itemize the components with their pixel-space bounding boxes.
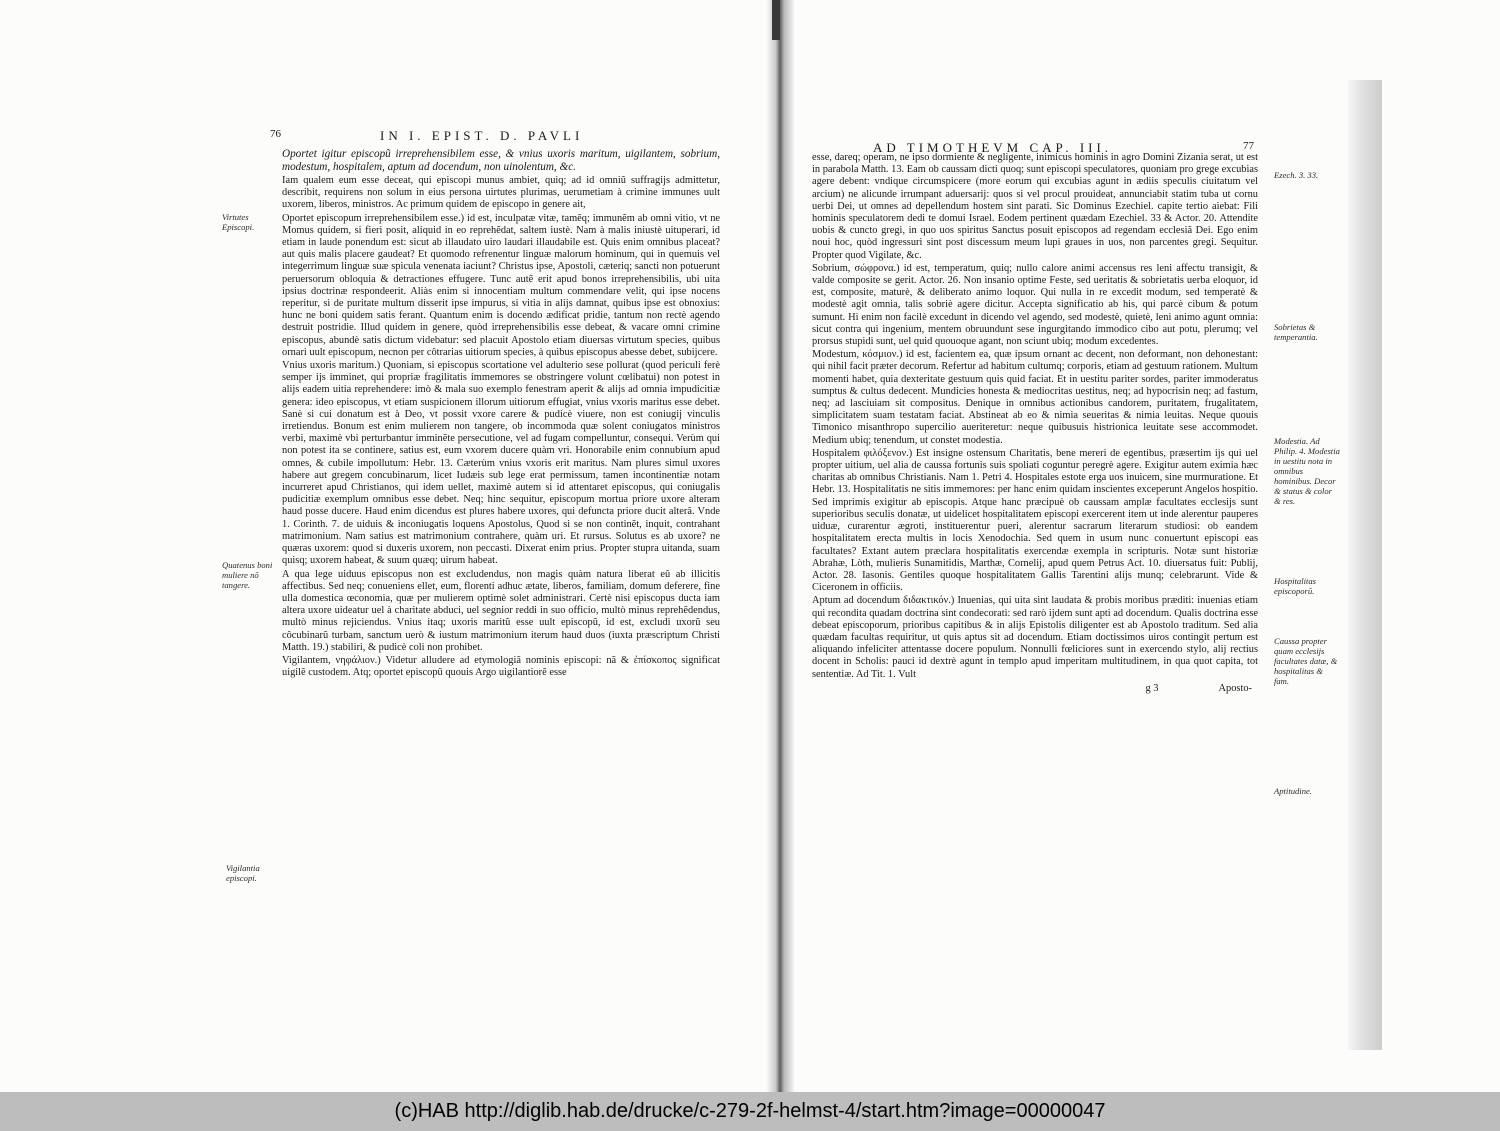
paragraph: Iam qualem eum esse deceat, qui episcopi munus ambiet, quiq; ad id omniũ suffragijs admittetur, describit, requirens non solum in eius persona uirtutes plurimas, uerumetiam à crimine immunes uult uxorem, liberos, ministros. Ac primum quidem de episcopo in genere ait, <box>282 175 720 211</box>
margin-note: Sobrietas & temperantia. <box>1274 322 1318 342</box>
margin-note: Ezech. 3. 33. <box>1274 170 1319 180</box>
paragraph: Vigilantem, νηφάλιον.) Videtur alludere ad etymologiã nominis episcopi: nã & ἐπίσκοπος significat uigilẽ custodem. Atq; oportet episcopũ quouis Argo uigilantiorẽ esse <box>282 654 720 679</box>
lemma-verse: Oportet igitur episcopũ irreprehensibilem esse, & vnius uxoris maritum, uigilantem, sobrium, modestum, hospitalem, aptum ad docendum, non uinolentum, &c. <box>282 148 720 173</box>
paragraph: Aptum ad docendum διδακτικόν.) Inuenias, qui uita sint laudata & probis moribus præditi: inuenias etiam qui recondita quadam doctrina sint condecorati: sed rarò ijdem sunt apti ad docendum. Qualis doctrina esse debeat episcoporum, prioribus capitibus & in alijs Epistolis diligenter est ab Apostolo traditum. Sed alia quædam facultas requiritur, ut quis aptus sit ad docendum. Etiam doctissimos uiros contingit pertum est aliquando infeliciter attentasse docere populum. Nonnulli fœliciores sunt in exercendo stylo, alij rectius docent in Scholis: pauci id dextrè agunt in templo apud imperitam multitudinem, in qua quot capita, tot sententiæ. Ad Tit. 1. Vult <box>812 595 1258 680</box>
paragraph: Sobrium, σώφρονα.) id est, temperatum, quiq; nullo calore animi accensus res leni affectu transigit, & valde composite se gerit. Actor. 26. Non insanio optime Feste, sed ueritatis & sobrietatis uerba eloquor, id est, composite, maturè, & deliberato animo loquor. Qui nulla in re excedit modum, sed temperatè & modestè agit omnia, talis sobriè agere dicitur. Accepta significatio ab his, qui parcè cibum & potum sumunt. Hi enim non facilè excedunt in dicendo vel agendo, sed modestè, quietè, leni animo agunt omnia: sicut contra qui ingenium, mentem obruundunt sese ingurgitando immodico cibo aut potu, plerumq; vel prorsus stupidi sunt, uel quid quouoque agant, non sciunt ubiq; modum excedentes. <box>812 262 1258 348</box>
source-url-text: (c)HAB http://diglib.hab.de/drucke/c-279-2f-helmst-4/start.htm?image=00000047 <box>394 1100 1106 1122</box>
page-number-left: 76 <box>270 128 281 140</box>
paragraph: Oportet episcopum irreprehensibilem esse.) id est, inculpatæ vitæ, tamẽq; immunẽm ab omni vitio, vt ne Momus quidem, si fieri posit, aliquid in eo reprehẽdat, saltem iustè. Nam à malis iniustè uituperari, id etiam in laude ponendum est: sicut ab illaudato uiro laudari illaudabile est. Quis enim omnibus placeat? aut quis malis placere gaudeat? Et quomodo refrenentur linguæ malorum hominum, qui in quemuis vel integerrimum linguæ suæ spicula venenata iaciunt? Christus ipse, Apostoli, cæteriq; sancti non potuerunt peruersorum obloquia & detractiones effugere. Tunc autẽ erit apud bonos irreprehensibilis, ubi uita ipsius doctrinæ respondeerit. Aliàs enim si innocentiam multum commendare velit, qui ipse nocens reperitur, si de puritate multum disserit ipse impurus, si vitia in alijs damnat, quibus ipse est obnoxius: hunc ne boni quidem satis ferant. Quantum enim is docendo ædificat pridie, tantum non rectè agendo destruit postridie. Illud quidem in genere, quòd irreprehensibilis esse debeat, & vacare omni crimine episcopus, abundè satis dictum videbatur: sed placuit Apostolo etiam diuersas virtutum species, quibus ornari uult episcopum, necnon per côtrarias uitiorum species, à quibus episcopus abesse debet, subijcere. <box>282 212 720 358</box>
margin-note: Caussa propter quam ecclesijs facultates datæ, & hospitalitas & fam. <box>1274 636 1338 686</box>
margin-note: Quatenus boni muliere nõ tangere. <box>222 560 273 590</box>
right-page <box>808 140 1343 950</box>
paragraph: A qua lege uiduus episcopus non est excludendus, non magis quàm natura liberat eũ ab illicitis affectibus. Sed neq; conueniens ellet, eum, florenti adhuc ætate, liberos, familiam, domum deferere, fine ulla domestica œconomia, quæ per mulierem optimè solet administrari. Certè nisi episcopus ducta iam altera uxore uideatur uel à charitate abduci, uel segnior reddi in suo officio, multò minus reprehẽdendus, multò minus rejiciendus. Vnius itaq; uxoris maritũ esse uult episcopũ, id est, excludi uxorũ seu côcubinarũ turbam, sanctum uerò & iustum matrimonium iterum haud duos (iuxta præscriptum Christi Matth. 19.) stabiliri, & pudicè coli non prohibet. <box>282 568 720 653</box>
paragraph: Modestum, κόσμιον.) id est, facientem ea, quæ ipsum ornant ac decent, non deformant, non dehonestant: qui nihil facit præter decorum. Refertur ad habitum cultumq; corporis, etiam ad gestuum rationem. Multum momenti habet, quia dexteritate gestuum quis quid faciat. Et in uestitu pariter sordes, pariter immoderatus sumptus & cultus dedecent. Mundicies honesta & mediocritas uestitus, neq; ad hypocrisin neq; ad fastum, neq; ad lasciuiam sit compositus. Denique in omnibus actionibus candorem, puritatem, frugalitatem, simplicitatem suam testatam faciat. Abstineat ab eo & nimia seueritas & nimia leuitas. Neque quouis Timonico misanthropo supercilio aueriteretur: neque quibusuis histrionica leuitate sese accommodet. Medium ubiq; tenendum, ut constet modestia. <box>812 349 1258 446</box>
signature-mark: g 3 <box>1145 682 1159 694</box>
margin-note: Aptitudine. <box>1274 786 1312 796</box>
right-text-column <box>812 152 1258 695</box>
page-foot <box>812 683 1258 695</box>
gutter-binding-mark <box>772 0 780 40</box>
page-edge-shadow <box>1348 80 1382 1050</box>
paragraph: Vnius uxoris maritum.) Quoniam, si episcopus scortatione vel adulterio sese pollurat (quod periculi ferè semper ijs imminet, qui propriæ fragilitatis immemores se obstringere volunt cœlibatui) non potest in alijs eadem uitia reprehendere: imò & mala suo exemplo fenestram aperit & alijs ad omnia impudicitiæ genera: ideo episcopus, vt etiam suspicionem illorum uitiorum effugiat, vnius vxoris maritus esse debet. Sanè si cui donatum est à Deo, vt possit vxore carere & pudicè viuere, non est coniugij vinculis irretiendus. Bonum est enim mulierem non tangere, ob incommoda quæ solent coniugatos ministros verbi, maximè vbi perturbantur imminẽte persecutione, vel ad fugam compelluntur, consequi. Verùm qui non potest ita se continere, satius est, eum vxorem ducere quàm vri. Honorabile enim connubium apud omnes, & cubile impollutum: Hebr. 13. Cæterùm vnius vxoris erit maritus. Nam plures simul uxores habere aut gregem concubinarum, licet Iudæis sub lege erat permissum, tamen incontinentiæ notam incurreret apud Christianos, qui idem uellet, maximè autem si id attentaret episcopus, qui coniugalis pudicitiæ exemplum omnibus esse debet. Neq; hinc sequitur, episcopum mortua priore uxore alteram haud posse ducere. Haud enim dicendus est plures habere uxores, qui defuncta priore ducit alterã. Vnde 1. Corinth. 7. de uiduis & inconiugatis loquens Apostolus, Quod si se non continẽt, inquit, contrahant matrimonium. Nam satius est matrimonium contrahere, quàm uri. Et rursus. Solutus es ab uxore? ne quæras uxorem: quod si duxeris uxorem, non peccasti. Dixerat enim prius. Propter stupra uitanda, suam quisq; uxorem habeat, & suum quæq; uirum habeat. <box>282 360 720 567</box>
paragraph: Hospitalem φιλόξενον.) Est insigne ostensum Charitatis, bene mereri de egentibus, præsertim ijs qui uel propter uitium, uel alia de caussa fortunis suis spoliati coguntur peregrè agere. Exigitur autem eximia hæc charitas ab omnibus Christianis. Nam 1. Petri 4. Hospitales estote erga uos inuicem, sine murmuratione. Et Hebr. 13. Hospitalitatis ne sitis immemores: per hanc enim quidam inscientes exceperunt Angelos hospitio. Sed imprimis exigitur ab episcopis. Atque hanc præcipuè ob caussam amplæ facultates ecclesijs sunt superioribus seculis donatæ, ut uidelicet hospitalitatem episcopi exercerent item ut inde alerentur pauperes uiduæ, curarentur ægroti, instituerentur pueri, alerentur sacrarum literarum studiosi: ob eandem hospitalitatem erecta multis in locis Xenodochia. Sed quem in usum nunc conuertunt episcopi eas facultates? Extant autem præclara hospitalitatis exercendæ exempla in scripturis. Notæ sunt historiæ Abrahæ, Lòth, mulieris Sunamitidis, Marthæ, Cornelij, apud quem Petrus Act. 10. diuersatus fuit: Publij, Actor. 28. Iasonis. Gentiles quoque hospitalitatem Gallis Tarentini alijs munq; celebrarunt. Vide & Ciceronem in officiis. <box>812 447 1258 594</box>
left-text-column <box>282 148 720 680</box>
paragraph: esse, dareq; operam, ne ipso dormiente & negligente, inimicus hominis in agro Domini Zizania serat, ut est in parabola Matth. 13. Eam ob caussam dicti quoq; sunt episcopi speculatores, quoniam pro grege excubias agere debent: vndique circumspicere (more eorum qui excubias agunt in ædiis speculis ciuitatum vel arcium) ne alicunde irrumpant aduersarij: quos si vel procul prouideat, annunciabit statim tuba ut cornu uerbi Dei, ut omnes ad depellendum hostem sint parati. Sic Dominus Ezechiel. capite tertio aiebat: Fili hominis speculatorem dedi te domui Israel. Eodem pertinent quædam Ezechiel. 33 & Actor. 20. Attendite uobis & cuncto gregi, in quo uos spiritus Sanctus posuit episcopos ad regendam ecclesiã Dei. Ego enim noui hoc, quòd ingressuri sint post discessum meum lupi graues in uos, non parcentes gregi. Sequitur. Propter quod Vigilate, &c. <box>812 152 1258 261</box>
page-number-right: 77 <box>1243 140 1254 152</box>
margin-note: Modestia. Ad Philip. 4. Modestia in uestitu nota in omnibus hominibus. Decor & status & color & res. <box>1274 436 1340 506</box>
margin-note: Virtutes Episcopi. <box>222 212 255 232</box>
running-head-right: AD TIMOTHEVM CAP. III. <box>873 140 1113 155</box>
left-page <box>220 128 748 908</box>
catchword: Aposto- <box>1218 682 1252 694</box>
margin-note: Hospitalitas episcoporũ. <box>1274 576 1317 596</box>
book-gutter <box>766 0 794 1092</box>
margin-note: Vigilantia episcopi. <box>226 863 260 883</box>
copyright-footer <box>0 1092 1500 1131</box>
running-head-left: IN I. EPIST. D. PAVLI <box>380 128 584 143</box>
